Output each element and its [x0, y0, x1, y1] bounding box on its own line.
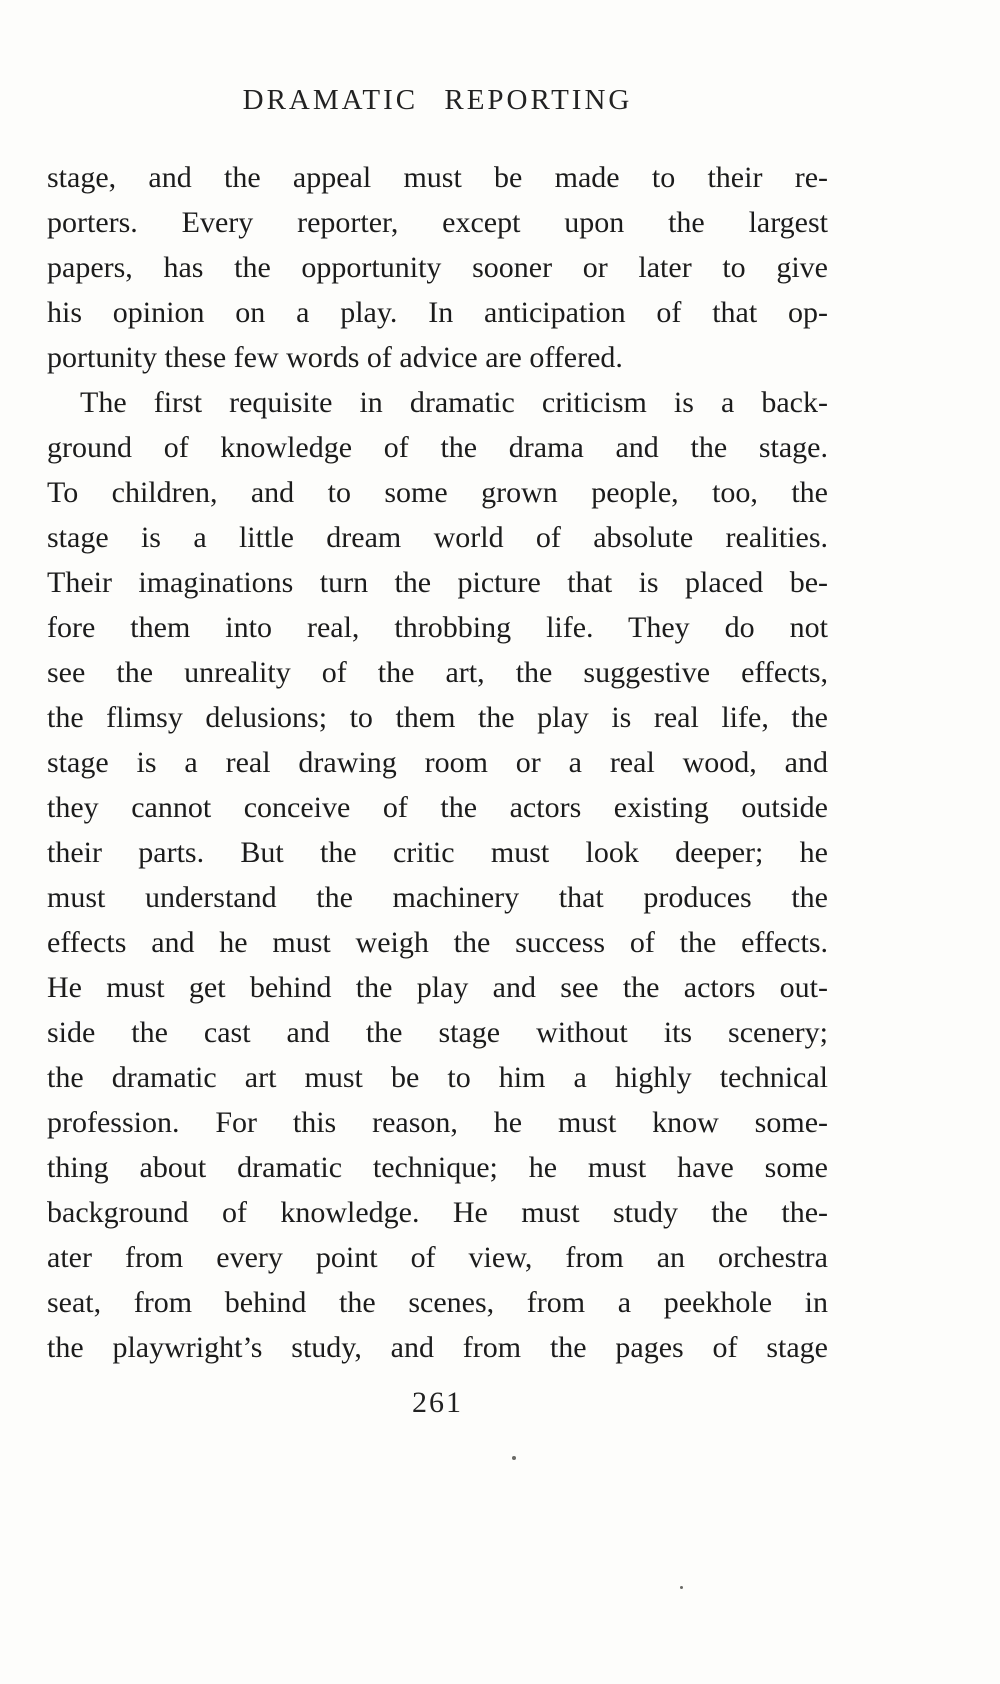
scan-speck [512, 1456, 516, 1460]
paragraph [47, 380, 828, 1370]
text-line: He must get behind the play and see the actors out- [47, 971, 828, 1004]
text-line: effects and he must weigh the success of the effects. [47, 926, 828, 959]
page-number: 261 [412, 1386, 463, 1419]
text-line: the playwright’s study, and from the pages of stage [47, 1331, 828, 1364]
text-line: see the unreality of the art, the suggestive effects, [47, 656, 828, 689]
text-line: side the cast and the stage without its scenery; [47, 1016, 828, 1049]
text-line: profession. For this reason, he must know some- [47, 1106, 828, 1139]
text-line: ground of knowledge of the drama and the stage. [47, 431, 828, 464]
text-line: they cannot conceive of the actors existing outside [47, 791, 828, 824]
page-header-title: DRAMATIC REPORTING [242, 84, 633, 116]
text-line: stage, and the appeal must be made to their re- [47, 161, 828, 194]
scan-speck [680, 1586, 683, 1589]
text-line: stage is a real drawing room or a real wood, and [47, 746, 828, 779]
text-line: fore them into real, throbbing life. They do not [47, 611, 828, 644]
text-line: ater from every point of view, from an orchestra [47, 1241, 828, 1274]
text-line: papers, has the opportunity sooner or later to give [47, 251, 828, 284]
text-line: stage is a little dream world of absolute realities. [47, 521, 828, 554]
text-block [47, 155, 828, 1370]
text-line: his opinion on a play. In anticipation of that op- [47, 296, 828, 329]
text-line: portunity these few words of advice are offered. [47, 341, 623, 374]
book-page [47, 0, 828, 1684]
text-line: Their imaginations turn the picture that is placed be- [47, 566, 828, 599]
paragraph [47, 155, 828, 380]
text-line: their parts. But the critic must look deeper; he [47, 836, 828, 869]
text-line: must understand the machinery that produces the [47, 881, 828, 914]
text-line: seat, from behind the scenes, from a peekhole in [47, 1286, 828, 1319]
text-line: the flimsy delusions; to them the play is real life, the [47, 701, 828, 734]
text-line: The first requisite in dramatic criticism is a back- [80, 386, 828, 419]
text-line: thing about dramatic technique; he must have some [47, 1151, 828, 1184]
text-line: background of knowledge. He must study the the- [47, 1196, 828, 1229]
text-line: porters. Every reporter, except upon the largest [47, 206, 828, 239]
text-line: the dramatic art must be to him a highly technical [47, 1061, 828, 1094]
text-line: To children, and to some grown people, too, the [47, 476, 828, 509]
